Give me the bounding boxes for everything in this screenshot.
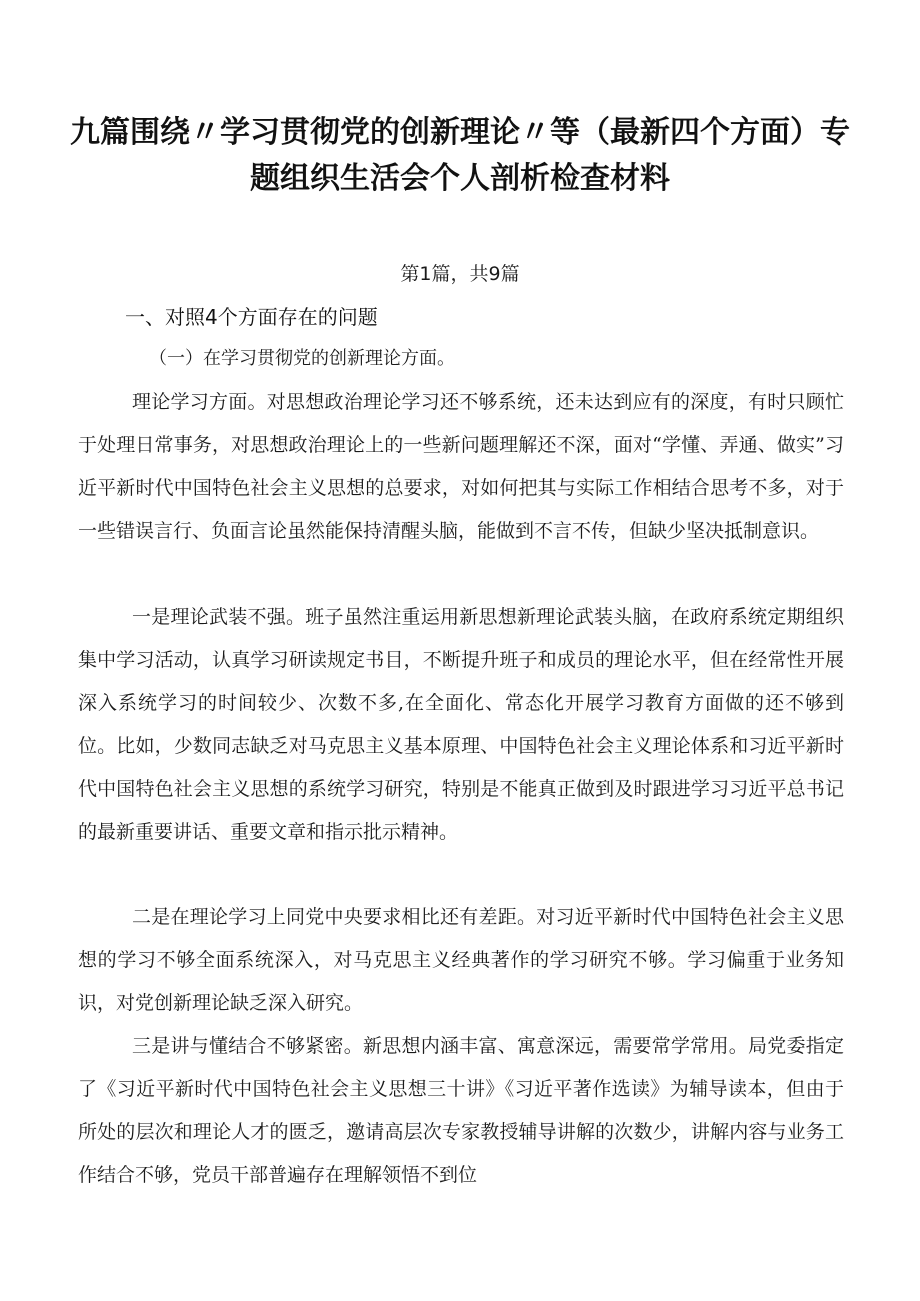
part-indicator: 第1篇，共9篇 (400, 263, 520, 285)
paragraph-theory-study: 理论学习方面。对思想政治理论学习还不够系统，还未达到应有的深度，有时只顾忙于处理日常事务，对思想政治理论上的一些新问题理解还不深，面对“学懂、弄通、做实”习近平新时代中国特色社会主义思想的总要求，对如何把其与实际工作相结合思考不多，对于一些错误言行、负面言论虽然能保持清醒头脑，能做到不言不传，但缺少坚决抵制意识。 (78, 391, 844, 542)
paragraph-point-one: 一是理论武装不强。班子虽然注重运用新思想新理论武装头脑，在政府系统定期组织集中学习活动，认真学习研读规定书目，不断提升班子和成员的理论水平，但在经常性开展深入系统学习的时间较少、次数不多,在全面化、常态化开展学习教育方面做的还不够到位。比如，少数同志缺乏对马克思主义基本原理、中国特色社会主义理论体系和习近平新时代中国特色社会主义思想的系统学习研究，特别是不能真正做到及时跟进学习习近平总书记的最新重要讲话、重要文章和指示批示精神。 (78, 606, 844, 843)
paragraph-point-three: 三是讲与懂结合不够紧密。新思想内涵丰富、寓意深远，需要常学常用。局党委指定了《习近平新时代中国特色社会主义思想三十讲》《习近平著作选读》为辅导读本，但由于所处的层次和理论人才的匮乏，邀请高层次专家教授辅导讲解的次数少，讲解内容与业务工作结合不够，党员干部普遍存在理解领悟不到位 (78, 1035, 844, 1186)
subheading: （一）在学习贯彻党的创新理论方面。 (149, 348, 455, 369)
document-title: 九篇围绕〃学习贯彻党的创新理论〃等（最新四个方面）专题组织生活会个人剖析检查材料 (70, 115, 850, 196)
section-heading: 一、对照4个方面存在的问题 (125, 305, 378, 329)
paragraph-point-two: 二是在理论学习上同党中央要求相比还有差距。对习近平新时代中国特色社会主义思想的学习不够全面系统深入，对马克思主义经典著作的学习研究不够。学习偏重于业务知识，对党创新理论缺乏深入研究。 (78, 906, 844, 1014)
